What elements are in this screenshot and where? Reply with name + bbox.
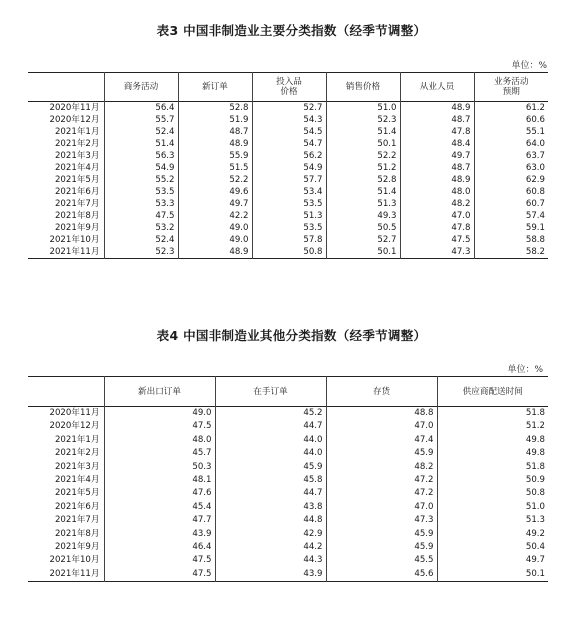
table-row bbox=[28, 174, 548, 186]
table-row bbox=[28, 198, 548, 210]
row-label: 2021年3月 bbox=[54, 151, 100, 161]
table3-column-header: 投入品 价格 bbox=[252, 73, 326, 102]
table-cell: 51.4 bbox=[326, 186, 400, 198]
table-cell: 46.4 bbox=[104, 541, 215, 554]
table-cell: 47.3 bbox=[326, 514, 437, 527]
table-cell: 52.8 bbox=[326, 174, 400, 186]
table-row bbox=[28, 568, 548, 582]
row-label: 2021年10月 bbox=[49, 555, 100, 566]
row-label: 2020年12月 bbox=[49, 115, 100, 125]
table-cell: 47.0 bbox=[326, 420, 437, 433]
table-cell: 44.0 bbox=[215, 447, 326, 460]
table4-column-header: 在手订单 bbox=[215, 377, 326, 407]
row-label: 2021年1月 bbox=[54, 127, 100, 137]
table-row bbox=[28, 210, 548, 222]
table-row bbox=[28, 474, 548, 487]
table-cell: 51.8 bbox=[437, 407, 548, 421]
table-cell: 54.9 bbox=[252, 162, 326, 174]
table-cell: 49.7 bbox=[400, 150, 474, 162]
table-cell: 57.7 bbox=[252, 174, 326, 186]
table-row bbox=[28, 102, 548, 115]
row-label: 2021年11月 bbox=[49, 568, 100, 579]
table-cell: 53.5 bbox=[252, 198, 326, 210]
table-cell: 47.5 bbox=[104, 420, 215, 433]
table-cell: 47.0 bbox=[326, 501, 437, 514]
table-cell: 52.8 bbox=[178, 102, 252, 115]
table3-header-row bbox=[28, 73, 548, 102]
table-cell: 48.9 bbox=[178, 246, 252, 259]
table-cell: 51.0 bbox=[437, 501, 548, 514]
table-cell: 48.0 bbox=[400, 186, 474, 198]
table-row bbox=[28, 126, 548, 138]
table-cell: 49.0 bbox=[178, 234, 252, 246]
table-cell: 52.7 bbox=[252, 102, 326, 115]
table-cell: 47.8 bbox=[400, 126, 474, 138]
table3-title: 表3 中国非制造业主要分类指数（经季节调整） bbox=[156, 23, 427, 38]
table-cell: 52.3 bbox=[326, 114, 400, 126]
table-cell: 48.1 bbox=[104, 474, 215, 487]
table-cell: 55.7 bbox=[104, 114, 178, 126]
table-cell: 53.3 bbox=[104, 198, 178, 210]
row-label: 2020年12月 bbox=[49, 421, 100, 432]
table-cell: 48.7 bbox=[400, 114, 474, 126]
table-cell: 63.0 bbox=[474, 162, 548, 174]
row-label: 2021年1月 bbox=[54, 434, 100, 445]
table-cell: 59.1 bbox=[474, 222, 548, 234]
table-cell: 58.8 bbox=[474, 234, 548, 246]
table-cell: 51.9 bbox=[178, 114, 252, 126]
table-cell: 54.5 bbox=[252, 126, 326, 138]
table4-column-header bbox=[28, 377, 104, 407]
table-cell: 51.4 bbox=[104, 138, 178, 150]
row-label: 2021年9月 bbox=[54, 223, 100, 233]
table-row bbox=[28, 114, 548, 126]
table-cell: 50.1 bbox=[437, 568, 548, 582]
table3-column-header: 新订单 bbox=[178, 73, 252, 102]
table-cell: 47.5 bbox=[400, 234, 474, 246]
table-cell: 47.5 bbox=[104, 568, 215, 582]
table-cell: 58.2 bbox=[474, 246, 548, 259]
table-cell: 50.5 bbox=[326, 222, 400, 234]
table-cell: 51.3 bbox=[326, 198, 400, 210]
row-label: 2021年5月 bbox=[54, 488, 100, 499]
table-cell: 48.0 bbox=[104, 434, 215, 447]
table-cell: 49.0 bbox=[104, 407, 215, 421]
table-cell: 52.4 bbox=[104, 126, 178, 138]
table-cell: 43.8 bbox=[215, 501, 326, 514]
table-cell: 50.8 bbox=[252, 246, 326, 259]
table-cell: 55.1 bbox=[474, 126, 548, 138]
table-cell: 48.9 bbox=[400, 174, 474, 186]
table-cell: 57.4 bbox=[474, 210, 548, 222]
row-label: 2021年7月 bbox=[54, 199, 100, 209]
table-cell: 53.5 bbox=[252, 222, 326, 234]
table-row bbox=[28, 487, 548, 500]
table-cell: 44.2 bbox=[215, 541, 326, 554]
row-label: 2021年10月 bbox=[49, 235, 100, 245]
table-cell: 48.9 bbox=[178, 138, 252, 150]
table-cell: 47.7 bbox=[104, 514, 215, 527]
table-row bbox=[28, 514, 548, 527]
row-label: 2021年8月 bbox=[54, 528, 100, 539]
table-row bbox=[28, 150, 548, 162]
table-cell: 51.3 bbox=[437, 514, 548, 527]
table-cell: 51.4 bbox=[326, 126, 400, 138]
table-cell: 48.2 bbox=[400, 198, 474, 210]
table-cell: 62.9 bbox=[474, 174, 548, 186]
table-cell: 45.9 bbox=[326, 528, 437, 541]
table-row bbox=[28, 138, 548, 150]
table-cell: 43.9 bbox=[104, 528, 215, 541]
table-cell: 61.2 bbox=[474, 102, 548, 115]
table-cell: 43.9 bbox=[215, 568, 326, 582]
table-cell: 45.5 bbox=[326, 554, 437, 567]
table4-column-header: 新出口订单 bbox=[104, 377, 215, 407]
row-label: 2021年2月 bbox=[54, 448, 100, 459]
table-cell: 49.8 bbox=[437, 434, 548, 447]
row-label: 2021年6月 bbox=[54, 501, 100, 512]
row-label: 2021年8月 bbox=[54, 211, 100, 221]
table-cell: 49.7 bbox=[437, 554, 548, 567]
table3-column-header: 从业人员 bbox=[400, 73, 474, 102]
table3-column-header: 业务活动 预期 bbox=[474, 73, 548, 102]
table-cell: 47.4 bbox=[326, 434, 437, 447]
table-row bbox=[28, 434, 548, 447]
table-cell: 45.9 bbox=[326, 447, 437, 460]
table-cell: 47.2 bbox=[326, 487, 437, 500]
table3-column-header: 销售价格 bbox=[326, 73, 400, 102]
table-cell: 50.4 bbox=[437, 541, 548, 554]
table-cell: 54.9 bbox=[104, 162, 178, 174]
table-cell: 60.7 bbox=[474, 198, 548, 210]
table-cell: 45.2 bbox=[215, 407, 326, 421]
table-cell: 52.3 bbox=[104, 246, 178, 259]
table-row bbox=[28, 541, 548, 554]
row-label: 2021年7月 bbox=[54, 515, 100, 526]
table4-column-header: 供应商配送时间 bbox=[437, 377, 548, 407]
table-row bbox=[28, 162, 548, 174]
row-label: 2021年2月 bbox=[54, 139, 100, 149]
table-cell: 48.8 bbox=[326, 407, 437, 421]
table-cell: 53.5 bbox=[104, 186, 178, 198]
table4 bbox=[28, 376, 548, 582]
row-label: 2021年4月 bbox=[54, 475, 100, 486]
table-cell: 51.3 bbox=[252, 210, 326, 222]
table-row bbox=[28, 554, 548, 567]
table-cell: 45.9 bbox=[326, 541, 437, 554]
table-cell: 44.7 bbox=[215, 487, 326, 500]
table-cell: 45.8 bbox=[215, 474, 326, 487]
table-cell: 51.5 bbox=[178, 162, 252, 174]
table-cell: 44.8 bbox=[215, 514, 326, 527]
row-label: 2020年11月 bbox=[49, 103, 100, 113]
table-cell: 52.7 bbox=[326, 234, 400, 246]
table-cell: 49.2 bbox=[437, 528, 548, 541]
table-cell: 52.2 bbox=[178, 174, 252, 186]
table-row bbox=[28, 420, 548, 433]
table-row bbox=[28, 528, 548, 541]
table-cell: 49.7 bbox=[178, 198, 252, 210]
table-cell: 50.1 bbox=[326, 138, 400, 150]
table-cell: 44.3 bbox=[215, 554, 326, 567]
table-cell: 55.2 bbox=[104, 174, 178, 186]
table-row bbox=[28, 186, 548, 198]
row-label: 2021年11月 bbox=[49, 247, 100, 257]
table-cell: 42.2 bbox=[178, 210, 252, 222]
table-cell: 52.4 bbox=[104, 234, 178, 246]
table4-column-header: 存货 bbox=[326, 377, 437, 407]
table-cell: 47.5 bbox=[104, 554, 215, 567]
table-cell: 48.9 bbox=[400, 102, 474, 115]
table4-title: 表4 中国非制造业其他分类指数（经季节调整） bbox=[156, 328, 427, 343]
table-cell: 51.8 bbox=[437, 461, 548, 474]
table-cell: 63.7 bbox=[474, 150, 548, 162]
table-cell: 48.7 bbox=[178, 126, 252, 138]
table-cell: 49.8 bbox=[437, 447, 548, 460]
table-cell: 47.3 bbox=[400, 246, 474, 259]
table-cell: 47.6 bbox=[104, 487, 215, 500]
table-cell: 56.2 bbox=[252, 150, 326, 162]
table-cell: 54.7 bbox=[252, 138, 326, 150]
table3-column-header bbox=[28, 73, 104, 102]
table3 bbox=[28, 72, 548, 259]
table-cell: 55.9 bbox=[178, 150, 252, 162]
table-cell: 56.4 bbox=[104, 102, 178, 115]
table-cell: 45.9 bbox=[215, 461, 326, 474]
row-label: 2020年11月 bbox=[49, 408, 100, 418]
table-cell: 52.2 bbox=[326, 150, 400, 162]
table-cell: 47.5 bbox=[104, 210, 178, 222]
table-cell: 51.2 bbox=[437, 420, 548, 433]
table-cell: 47.0 bbox=[400, 210, 474, 222]
table-row bbox=[28, 407, 548, 421]
table-cell: 50.9 bbox=[437, 474, 548, 487]
table-cell: 47.8 bbox=[400, 222, 474, 234]
table-row bbox=[28, 222, 548, 234]
table-row bbox=[28, 246, 548, 259]
table-cell: 49.6 bbox=[178, 186, 252, 198]
row-label: 2021年9月 bbox=[54, 542, 100, 553]
row-label: 2021年6月 bbox=[54, 187, 100, 197]
table-cell: 54.3 bbox=[252, 114, 326, 126]
table-cell: 47.2 bbox=[326, 474, 437, 487]
table-cell: 42.9 bbox=[215, 528, 326, 541]
table-cell: 50.3 bbox=[104, 461, 215, 474]
table-cell: 53.4 bbox=[252, 186, 326, 198]
table-cell: 49.0 bbox=[178, 222, 252, 234]
table-cell: 56.3 bbox=[104, 150, 178, 162]
table-cell: 48.7 bbox=[400, 162, 474, 174]
table-cell: 64.0 bbox=[474, 138, 548, 150]
table-cell: 60.6 bbox=[474, 114, 548, 126]
table-cell: 48.2 bbox=[326, 461, 437, 474]
row-label: 2021年5月 bbox=[54, 175, 100, 185]
table-cell: 50.1 bbox=[326, 246, 400, 259]
table-row bbox=[28, 461, 548, 474]
table-cell: 57.8 bbox=[252, 234, 326, 246]
table4-header-row bbox=[28, 377, 548, 407]
row-label: 2021年4月 bbox=[54, 163, 100, 173]
table-cell: 45.7 bbox=[104, 447, 215, 460]
table-cell: 44.0 bbox=[215, 434, 326, 447]
table-cell: 51.0 bbox=[326, 102, 400, 115]
table-cell: 44.7 bbox=[215, 420, 326, 433]
table-cell: 49.3 bbox=[326, 210, 400, 222]
table-cell: 51.2 bbox=[326, 162, 400, 174]
table3-column-header: 商务活动 bbox=[104, 73, 178, 102]
table3-unit: 单位：% bbox=[511, 61, 547, 71]
table4-body bbox=[28, 407, 548, 582]
table-cell: 48.4 bbox=[400, 138, 474, 150]
table-cell: 45.6 bbox=[326, 568, 437, 582]
table-cell: 45.4 bbox=[104, 501, 215, 514]
table-cell: 60.8 bbox=[474, 186, 548, 198]
row-label: 2021年3月 bbox=[54, 461, 100, 472]
table3-body bbox=[28, 102, 548, 259]
table-row bbox=[28, 234, 548, 246]
table-row bbox=[28, 447, 548, 460]
table-cell: 50.8 bbox=[437, 487, 548, 500]
table-cell: 53.2 bbox=[104, 222, 178, 234]
table4-unit: 单位：% bbox=[507, 365, 543, 375]
table-row bbox=[28, 501, 548, 514]
